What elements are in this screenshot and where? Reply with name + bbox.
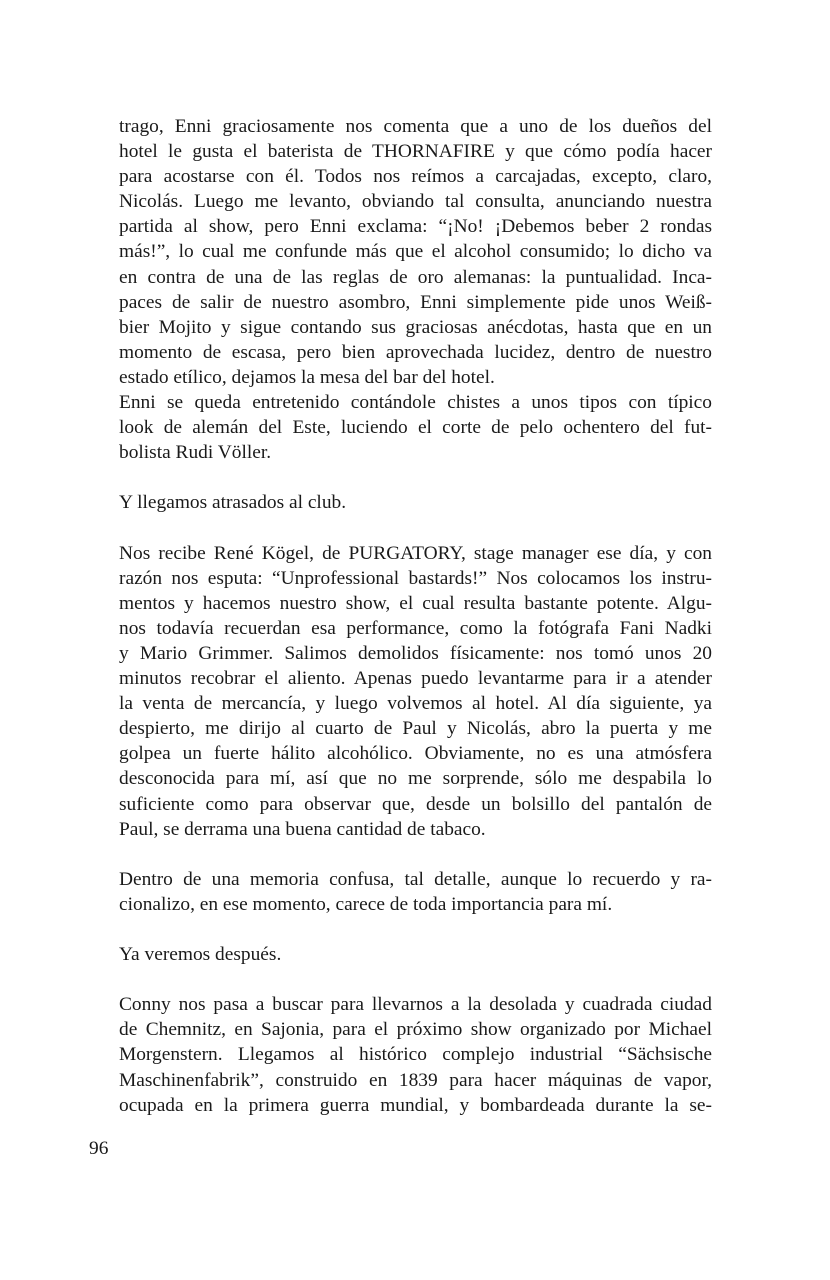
text-line: partida al show, pero Enni exclama: “¡No! ¡Debemos beber 2 rondas [119, 216, 712, 238]
page-number: 96 [89, 1138, 109, 1159]
text-line: más!”, lo cual me confunde más que el alcohol consumido; lo dicho va [119, 241, 712, 263]
text-line: paces de salir de nuestro asombro, Enni simplemente pide unos Weiß- [119, 291, 712, 313]
body-text [119, 114, 712, 1118]
text-line: en contra de una de las reglas de oro alemanas: la puntualidad. Inca- [119, 266, 712, 288]
text-line: y Mario Grimmer. Salimos demolidos físicamente: nos tomó unos 20 [119, 642, 712, 664]
text-line: desconocida para mí, así que no me sorprende, sólo me despabila lo [119, 768, 712, 790]
paragraph-gap [119, 842, 712, 867]
paragraph-gap [119, 465, 712, 490]
paragraph-gap [119, 917, 712, 942]
text-line: estado etílico, dejamos la mesa del bar del hotel. [119, 366, 495, 388]
text-line: despierto, me dirijo al cuarto de Paul y Nicolás, abro la puerta y me [119, 718, 712, 740]
paragraph [119, 541, 712, 842]
text-line: Y llegamos atrasados al club. [119, 492, 347, 514]
text-line: Paul, se derrama una buena cantidad de tabaco. [119, 818, 486, 840]
text-line: Maschinenfabrik”, construido en 1839 para hacer máquinas de vapor, [119, 1069, 712, 1091]
text-line: Nicolás. Luego me levanto, obviando tal consulta, anunciando nuestra [119, 191, 712, 213]
paragraph [119, 942, 712, 967]
text-line: Ya veremos después. [119, 944, 282, 966]
text-line: bier Mojito y sigue contando sus graciosas anécdotas, hasta que en un [119, 316, 712, 338]
text-line: razón nos esputa: “Unprofessional bastards!” Nos colocamos los instru- [119, 567, 712, 589]
text-line: momento de escasa, pero bien aprovechada lucidez, dentro de nuestro [119, 341, 712, 363]
text-line: golpea un fuerte hálito alcohólico. Obviamente, no es una atmósfera [119, 743, 712, 765]
text-line: Enni se queda entretenido contándole chistes a unos tipos con típico [119, 392, 712, 414]
text-line: Conny nos pasa a buscar para llevarnos a la desolada y cuadrada ciudad [119, 994, 712, 1016]
text-line: minutos recobrar el aliento. Apenas puedo levantarme para ir a atender [119, 668, 712, 690]
text-line: ocupada en la primera guerra mundial, y bombardeada durante la se- [119, 1094, 712, 1116]
text-line: suficiente como para observar que, desde un bolsillo del pantalón de [119, 793, 712, 815]
paragraph [119, 490, 712, 515]
text-line: la venta de mercancía, y luego volvemos al hotel. Al día siguiente, ya [119, 693, 712, 715]
paragraph [119, 992, 712, 1117]
paragraph [119, 867, 712, 917]
text-line: nos todavía recuerdan esa performance, como la fotógrafa Fani Nadki [119, 617, 712, 639]
text-line: hotel le gusta el baterista de THORNAFIRE y que cómo podía hacer [119, 141, 712, 163]
paragraph-gap [119, 516, 712, 541]
text-line: look de alemán del Este, luciendo el corte de pelo ochentero del fut- [119, 417, 712, 439]
text-line: Nos recibe René Kögel, de PURGATORY, stage manager ese día, y con [119, 542, 712, 564]
text-line: Morgenstern. Llegamos al histórico complejo industrial “Sächsische [119, 1044, 712, 1066]
text-line: trago, Enni graciosamente nos comenta que a uno de los dueños del [119, 116, 712, 137]
text-line: bolista Rudi Völler. [119, 442, 272, 464]
paragraph [119, 390, 712, 465]
text-line: Dentro de una memoria confusa, tal detalle, aunque lo recuerdo y ra- [119, 868, 712, 890]
paragraph [119, 114, 712, 390]
text-line: para acostarse con él. Todos nos reímos a carcajadas, excepto, claro, [119, 166, 712, 188]
paragraph-gap [119, 967, 712, 992]
text-line: cionalizo, en ese momento, carece de toda importancia para mí. [119, 893, 613, 915]
text-line: de Chemnitz, en Sajonia, para el próximo show organizado por Michael [119, 1019, 712, 1041]
text-line: mentos y hacemos nuestro show, el cual resulta bastante potente. Algu- [119, 592, 712, 614]
